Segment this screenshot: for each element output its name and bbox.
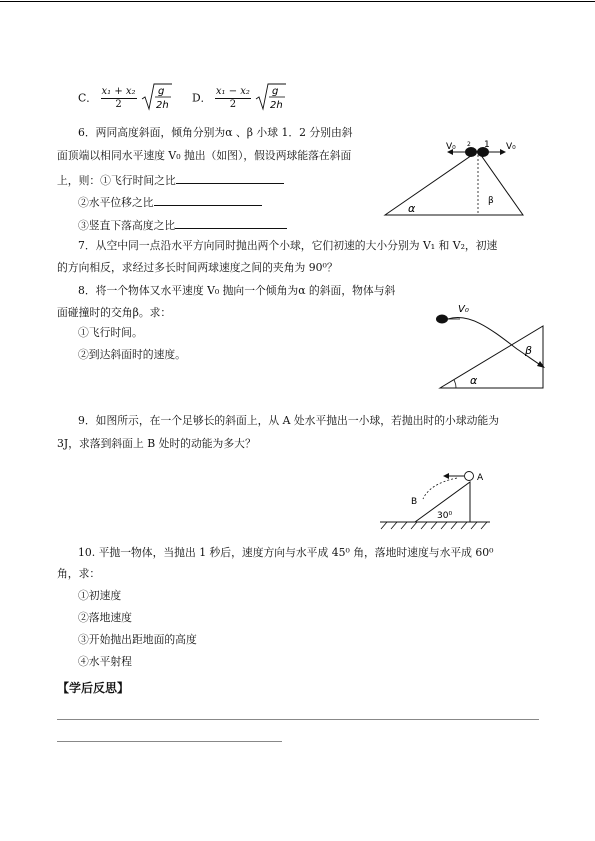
- choice-d-fraction: [215, 86, 251, 111]
- q8-trajectory: [448, 317, 542, 366]
- choice-c-rad-num: g: [157, 86, 165, 97]
- q10-line2: 角，求：: [57, 567, 101, 580]
- q6-ball2-label: 2: [467, 141, 471, 148]
- reflection-line-2: [57, 741, 282, 742]
- q6-line1: 6．两同高度斜面，倾角分别为α 、β 小球 1．2 分别由斜: [78, 126, 353, 139]
- choice-c-rad-den: 2h: [155, 100, 169, 111]
- q8-angle-arc: [454, 380, 456, 388]
- q6-item2: ②水平位移之比: [78, 196, 154, 209]
- choice-c-label: C．: [78, 91, 98, 105]
- top-border: [0, 1, 595, 2]
- q8-item1: ①飞行时间。: [78, 326, 143, 339]
- choice-d-rad-num: g: [272, 86, 279, 97]
- q10-item1: ①初速度: [78, 589, 122, 602]
- choice-c-fraction: [101, 86, 137, 111]
- q8-incline: [440, 326, 543, 388]
- q9-line1: 9．如图所示，在一个足够长的斜面上，从 A 处水平抛出一小球，若抛出时的小球动能为: [78, 414, 500, 427]
- q9-figure: [375, 466, 495, 532]
- q6-answer-blank-2: [154, 194, 262, 206]
- choice-d-sqrt: [256, 83, 286, 114]
- q6-v-right: V₀: [506, 142, 516, 152]
- choice-d-denominator: 2: [229, 99, 237, 110]
- q6-figure: [380, 135, 530, 225]
- reflection-heading: 【学后反思】: [57, 681, 130, 695]
- sqrt-icon: [256, 83, 286, 111]
- q10-item4: ④水平射程: [78, 655, 132, 668]
- q6-answer-blank-3: [175, 217, 287, 229]
- q8-line1: 8．将一个物体又水平速度 V₀ 抛向一个倾角为α 的斜面，物体与斜: [78, 284, 396, 297]
- q8-line2: 面碰撞时的交角β。求：: [57, 306, 172, 319]
- choice-d-rad-den: 2h: [270, 100, 284, 111]
- q9-label-a: A: [477, 473, 484, 483]
- q6-alpha: α: [408, 202, 416, 215]
- choice-c: [78, 83, 172, 114]
- q6-item3-row: [78, 217, 287, 233]
- q9-ground-hatching: [381, 522, 487, 529]
- q8-ball: [436, 315, 448, 324]
- q8-figure: [430, 300, 555, 392]
- choice-c-sqrt: [142, 83, 172, 114]
- q7-line2: 的方向相反，求经过多长时间两球速度之间的夹角为 90⁰？: [57, 261, 338, 274]
- q9-trajectory: [423, 478, 457, 499]
- q6-item3: ③竖直下落高度之比: [78, 219, 176, 232]
- q8-alpha: α: [470, 374, 478, 387]
- choice-c-numerator: x₁ + x₂: [101, 86, 136, 97]
- ball-2: [465, 147, 477, 157]
- choice-d-label: D．: [192, 91, 212, 105]
- q9-line2: 3J，求落到斜面上 B 处时的动能为多大？: [57, 437, 256, 450]
- q8-v0: V₀: [458, 304, 469, 315]
- q6-beta: β: [488, 196, 494, 206]
- q8-item2: ②到达斜面时的速度。: [78, 348, 186, 361]
- q10-item3: ③开始抛出距地面的高度: [78, 633, 197, 646]
- q6-line2: 面顶端以相同水平速度 V₀ 抛出（如图），假设两球能落在斜面: [57, 149, 352, 162]
- choice-c-denominator: 2: [115, 99, 122, 110]
- choice-d: [192, 83, 286, 114]
- q6-v-left: V₀: [446, 142, 456, 152]
- arrow-left-icon: [443, 473, 449, 479]
- choice-d-numerator: x₁ − x₂: [215, 86, 250, 97]
- q6-ball1-label: 1: [484, 140, 490, 150]
- reflection-line-1: [57, 719, 539, 720]
- q10-line1: 10. 平抛一物体，当抛出 1 秒后，速度方向与水平成 45⁰ 角，落地时速度与水平成 60⁰: [78, 546, 494, 559]
- arrow-right-icon: [537, 361, 545, 368]
- q9-ball: [465, 472, 474, 481]
- q10-item2: ②落地速度: [78, 611, 132, 624]
- q6-item1: [57, 172, 284, 188]
- q6-item2-row: [78, 194, 262, 210]
- q7-line1: 7．从空中同一点沿水平方向同时抛出两个小球，它们初速的大小分别为 V₁ 和 V₂，初速: [78, 239, 498, 252]
- q6-answer-blank-1: [176, 172, 284, 184]
- sqrt-icon: [142, 83, 172, 111]
- q9-label-b: B: [411, 497, 418, 507]
- q8-beta: β: [525, 344, 533, 357]
- q9-angle: 30⁰: [437, 511, 453, 521]
- q6-line3: 上，则：①飞行时间之比: [57, 174, 176, 187]
- q6-double-incline: [385, 151, 523, 215]
